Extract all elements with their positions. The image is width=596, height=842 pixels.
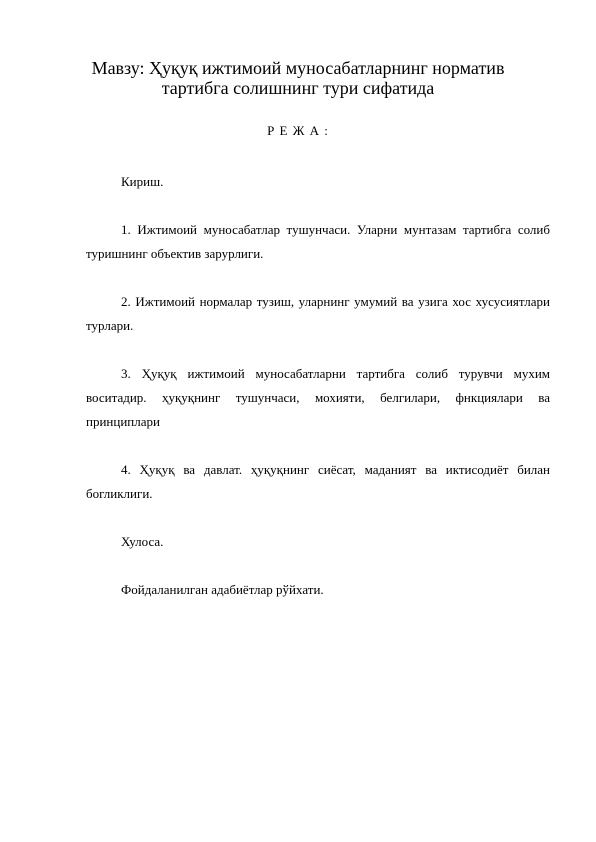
intro-item: Кириш. [121, 174, 164, 189]
plan-heading: Р Е Ж А : [267, 123, 329, 138]
document-title: Мавзу: Ҳуқуқ ижтимоий муносабатларнинг норматив тартибга солишнинг тури сифатида [91, 58, 505, 98]
conclusion-item: Хулоса. [121, 534, 164, 549]
plan-item-2: 2. Ижтимоий нормалар тузиш, уларнинг умумий ва узига хос хусусиятлари турлари. [86, 294, 550, 333]
plan-item-3: 3. Ҳуқуқ ижтимоий муносабатларни тартибга солиб турувчи мухим воситадир. ҳуқуқнинг тушунчаси, мохияти, белгилари, фнкциялари ва принциплари [86, 366, 550, 429]
plan-item-4: 4. Ҳуқуқ ва давлат. ҳуқуқнинг сиёсат, маданият ва иктисодиёт билан богликлиги. [86, 462, 550, 501]
plan-item-1: 1. Ижтимоий муносабатлар тушунчаси. Уларни мунтазам тартибга солиб туришнинг объектив зарурлиги. [86, 222, 550, 261]
references-item: Фойдаланилган адабиётлар рўйхати. [121, 582, 324, 597]
